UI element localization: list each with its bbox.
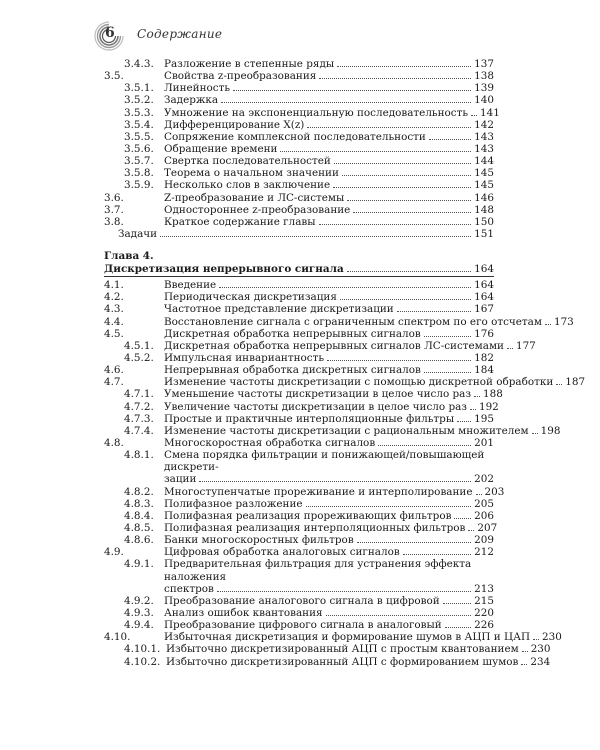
toc-entry-wrapped[interactable] (104, 558, 494, 594)
toc-entry[interactable] (104, 143, 494, 155)
leader-dots (334, 163, 471, 164)
toc-entry[interactable] (104, 424, 561, 437)
toc-entry-number: 4.7.3. (124, 412, 154, 425)
toc-section-multirate (104, 485, 505, 559)
running-title: Содержание (137, 27, 223, 41)
toc-entry[interactable] (104, 595, 494, 607)
leader-dots (476, 494, 482, 495)
toc-entry-number: 3.5.7. (124, 155, 154, 168)
toc-entry[interactable] (104, 155, 494, 167)
toc-entry[interactable] (104, 510, 494, 522)
toc-entry-title-line2: спектров (164, 582, 214, 595)
leader-dots (424, 336, 471, 337)
toc-entry-page: 205 (474, 497, 494, 510)
toc-entry-number: 4.8. (104, 436, 124, 449)
toc-entry-title-line1: Смена порядка фильтрации и понижающей/повышающей дискрети- (164, 449, 485, 474)
leader-dots (454, 518, 471, 519)
toc-entry-wrapped[interactable] (104, 449, 494, 485)
toc-entry-number: 4.7. (104, 376, 124, 389)
toc-entry-title: Многоскоростная обработка сигналов (164, 436, 376, 449)
toc-entry[interactable] (104, 70, 494, 82)
toc-entry-page: 148 (474, 203, 494, 216)
toc-entry-page: 203 (484, 485, 505, 498)
toc-entry-page: 230 (542, 631, 562, 644)
toc-entry-number: 4.9.4. (124, 619, 154, 632)
leader-dots (326, 615, 472, 616)
chapter-page: 164 (474, 262, 494, 275)
toc-entry-title: Полифазное разложение (164, 497, 303, 510)
toc-entry-page: 226 (474, 619, 494, 632)
toc-section-chapter-4 (104, 279, 586, 449)
leader-dots (556, 384, 562, 385)
toc-entry-title: Уменьшение частоты дискретизации в целое число раз (164, 388, 472, 401)
toc-entry-page: 142 (474, 118, 494, 131)
page-number: 6 (105, 25, 115, 41)
toc-entry-page: 143 (474, 130, 494, 143)
toc-entry[interactable] (104, 643, 551, 656)
toc-entry-number: 3.5.1. (124, 82, 154, 95)
toc-entry[interactable] (104, 655, 551, 668)
toc-entry[interactable] (104, 106, 500, 119)
toc-entry-number: 3.5.3. (124, 106, 154, 119)
leader-dots (353, 212, 471, 213)
leader-dots (221, 102, 471, 103)
toc-entry-title-line2: зации (164, 473, 197, 486)
toc-entry-page: 145 (474, 179, 494, 192)
toc-entry-title: Цифровая обработка аналоговых сигналов (164, 546, 400, 559)
leader-dots (429, 139, 471, 140)
toc-entry-number: 3.7. (104, 203, 124, 216)
toc-entry[interactable] (104, 498, 494, 510)
toc-entry[interactable] (104, 437, 494, 449)
toc-entry-number: 4.8.6. (124, 534, 154, 547)
toc-entry[interactable] (104, 119, 494, 131)
toc-entry[interactable] (104, 485, 505, 498)
toc-entry[interactable] (104, 631, 562, 644)
toc-entry-number: 4.8.2. (124, 485, 154, 498)
toc-entry-page: 202 (474, 473, 494, 486)
leader-dots (347, 200, 471, 201)
toc-entry-number: 4.9.3. (124, 607, 154, 619)
toc-entry-page: 234 (530, 655, 551, 668)
toc-entry-number: 3.5.2. (124, 94, 154, 107)
toc-entry-page: 201 (474, 436, 494, 449)
toc-entry-number: 4.8.5. (124, 521, 154, 534)
toc-entry-title: Увеличение частоты дискретизации в целое число раз (164, 400, 467, 413)
leader-dots (470, 409, 476, 410)
toc-entry[interactable] (104, 131, 494, 143)
toc-entry-number: 4.8.1. (124, 449, 154, 462)
leader-dots (219, 287, 471, 288)
toc-entry-page: 206 (474, 509, 494, 522)
toc-entry-page: 173 (553, 315, 574, 328)
toc-entry-title: Преобразование аналогового сигнала в цифровой (164, 594, 440, 607)
toc-entry-number: 4.8.4. (124, 509, 154, 522)
toc-entry[interactable] (104, 607, 494, 619)
table-of-contents (104, 58, 586, 668)
toc-entry[interactable] (104, 315, 574, 328)
leader-dots (507, 348, 513, 349)
toc-entry-title: Изменение частоты дискретизации с рациональным множителем (164, 424, 529, 437)
leader-dots (340, 299, 471, 300)
toc-entry[interactable] (104, 204, 494, 216)
leader-dots (319, 224, 472, 225)
toc-entry[interactable] (104, 546, 494, 558)
leader-dots (471, 115, 477, 116)
toc-entry-title: Избыточная дискретизация и формирование шумов в АЦП и ЦАП (164, 631, 531, 644)
toc-entry[interactable] (104, 94, 494, 106)
toc-entry-title: Непрерывная обработка дискретных сигналов (164, 364, 421, 377)
toc-entry-number: 4.1. (104, 279, 124, 292)
toc-entry-number: 3.8. (104, 215, 124, 228)
toc-entry-page: 188 (483, 388, 503, 401)
toc-entry-page: 187 (565, 376, 586, 389)
toc-entry[interactable] (104, 388, 503, 401)
toc-entry-number: 3.5.8. (124, 167, 154, 180)
toc-entry-title: Свертка последовательностей (164, 155, 331, 168)
toc-entry-number: 4.5. (104, 327, 124, 340)
toc-entry-title: Обращение времени (164, 142, 278, 155)
toc-entry-title: Частотное представление дискретизации (164, 303, 394, 316)
toc-entry-page: 143 (474, 142, 494, 155)
leader-dots (443, 603, 471, 604)
leader-dots (533, 639, 539, 640)
toc-entry-title: Задачи (118, 227, 158, 240)
toc-entry-title: Дискретная обработка непрерывных сигналов ЛС-системами (164, 339, 504, 352)
toc-entry-number: 4.2. (104, 291, 124, 304)
toc-entry-title: Разложение в степенные ряды (164, 58, 335, 70)
toc-entry-title: Теорема о начальном значении (164, 167, 339, 180)
toc-entry[interactable] (104, 619, 494, 631)
toc-entry[interactable] (104, 216, 494, 228)
leader-dots (327, 360, 471, 361)
toc-entry-number: 4.5.2. (124, 351, 154, 364)
toc-entry-title: Анализ ошибок квантования (164, 607, 323, 619)
toc-entry-number: 4.10.2. (124, 655, 161, 668)
toc-entry-title-line1: Предварительная фильтрация для устранения эффекта наложения (164, 558, 472, 583)
toc-section-digital-processing (104, 594, 562, 668)
toc-entry[interactable] (104, 179, 494, 191)
leader-dots (397, 311, 471, 312)
leader-dots (403, 554, 471, 555)
toc-entry[interactable] (104, 534, 494, 546)
leader-dots (522, 651, 528, 652)
toc-entry-page: 151 (474, 227, 494, 240)
toc-entry-title: Задержка (164, 94, 219, 107)
toc-entry[interactable] (104, 352, 494, 364)
toc-entry-title: Дифференцирование X(z) (164, 118, 305, 131)
toc-entry-page: 215 (474, 594, 494, 607)
toc-entry-page: 141 (479, 106, 500, 119)
toc-entry-page: 144 (474, 155, 494, 168)
toc-entry-title: Свойства z-преобразования (164, 70, 317, 83)
leader-dots (306, 506, 472, 507)
toc-entry-page: 164 (474, 291, 494, 304)
toc-entry-title: Банки многоскоростных фильтров (164, 534, 354, 547)
toc-entry-title: Импульсная инвариантность (164, 351, 324, 364)
toc-entry-title: Одностороннее z-преобразование (164, 203, 351, 216)
toc-entry[interactable] (104, 328, 494, 340)
toc-entry-number: 3.5. (104, 70, 124, 83)
leader-dots (521, 664, 527, 665)
leader-dots (474, 396, 480, 397)
chapter-divider (104, 276, 494, 277)
toc-entry-page: 220 (474, 607, 494, 619)
toc-entry-page: 230 (530, 643, 551, 656)
toc-entry-page: 184 (474, 364, 494, 377)
toc-entry-title: Несколько слов в заключение (164, 179, 331, 192)
toc-entry-title: Избыточно дискретизированный АЦП с простым квантованием (166, 643, 519, 656)
chapter-title: Дискретизация непрерывного сигнала (104, 262, 344, 275)
toc-entry[interactable] (104, 364, 494, 376)
toc-entry[interactable] (104, 167, 494, 179)
toc-entry[interactable] (104, 376, 586, 389)
toc-entry[interactable] (104, 521, 498, 534)
leader-dots (233, 90, 471, 91)
leader-dots (457, 421, 471, 422)
toc-entry-number: 4.7.1. (124, 388, 154, 401)
page-header (92, 20, 512, 52)
toc-entry-number: 4.3. (104, 303, 124, 316)
toc-entry-title: Z-преобразование и ЛС-системы (164, 191, 345, 204)
toc-entry-title: Умножение на экспоненциальную последовательность (164, 106, 468, 119)
toc-entry[interactable] (104, 279, 494, 291)
toc-entry-number: 4.8.3. (124, 497, 154, 510)
toc-entry-number: 4.6. (104, 364, 124, 377)
leader-dots (199, 481, 471, 482)
leader-dots (424, 372, 471, 373)
toc-entry-page: 140 (474, 94, 494, 107)
toc-entry-title: Линейность (164, 82, 231, 95)
toc-entry-title: Полифазная реализация интерполяционных фильтров (164, 521, 466, 534)
toc-entry[interactable] (104, 58, 494, 70)
toc-entry[interactable] (104, 413, 494, 425)
toc-entry-number: 4.5.1. (124, 339, 154, 352)
toc-entry-number: 4.9. (104, 546, 124, 559)
toc-entry-page: 207 (477, 521, 498, 534)
toc-entry-title: Периодическая дискретизация (164, 291, 337, 304)
leader-dots (307, 127, 471, 128)
leader-dots (445, 627, 471, 628)
toc-entry-title: Простые и практичные интерполяционные фильтры (164, 412, 455, 425)
toc-entry-number: 3.5.9. (124, 179, 154, 192)
toc-entry[interactable] (104, 82, 494, 94)
toc-entry-title: Избыточно дискретизированный АЦП с формированием шумов (166, 655, 519, 668)
toc-entry-number: 4.9.1. (124, 558, 154, 571)
leader-dots (545, 324, 551, 325)
chapter-label: Глава 4. (104, 250, 154, 263)
toc-entry-title: Полифазная реализация прореживающих фильтров (164, 509, 452, 522)
leader-dots (217, 591, 471, 592)
toc-entry-number: 4.9.2. (124, 594, 154, 607)
toc-entry-number: 3.5.4. (124, 118, 154, 131)
toc-entry-title: Введение (164, 279, 217, 292)
toc-entry-number: 3.6. (104, 191, 124, 204)
toc-entry[interactable] (104, 339, 536, 352)
toc-entry-page: 164 (474, 279, 494, 292)
toc-entry-number: 4.7.2. (124, 400, 154, 413)
toc-entry-number: 4.10. (104, 631, 131, 644)
toc-entry-number: 4.10.1. (124, 643, 161, 656)
leader-dots (378, 445, 471, 446)
toc-entry-title: Преобразование цифрового сигнала в аналоговый (164, 619, 442, 632)
leader-dots (468, 530, 474, 531)
leader-dots (347, 271, 471, 272)
toc-entry-page: 150 (474, 215, 494, 228)
toc-entry-page: 195 (474, 412, 494, 425)
toc-entry-page: 167 (474, 303, 494, 316)
toc-entry-page: 138 (474, 70, 494, 83)
toc-entry[interactable] (104, 291, 494, 303)
toc-entry-title: Изменение частоты дискретизации с помощью дискретной обработки (164, 376, 554, 389)
toc-entry-page: 212 (474, 546, 494, 559)
leader-dots (532, 433, 538, 434)
toc-entry[interactable] (104, 192, 494, 204)
leader-dots (333, 187, 471, 188)
toc-entry-number: 4.7.4. (124, 424, 154, 437)
toc-entry-page: 177 (515, 339, 536, 352)
toc-entry-page: 198 (540, 424, 561, 437)
toc-entry-number: 3.4.3. (124, 58, 154, 70)
leader-dots (319, 78, 471, 79)
toc-entry-title: Восстановление сигнала с ограниченным спектром по его отсчетам (164, 315, 542, 328)
leader-dots (337, 66, 471, 67)
toc-entry-title: Многоступенчатые прореживание и интерполирование (164, 485, 473, 498)
toc-entry-number: 3.5.5. (124, 130, 154, 143)
toc-entry-number: 3.5.6. (124, 142, 154, 155)
leader-dots (357, 542, 471, 543)
toc-entry[interactable] (104, 228, 494, 240)
toc-entry-page: 139 (474, 82, 494, 95)
toc-entry-title: Сопряжение комплексной последовательности (164, 130, 426, 143)
toc-entry-page: 209 (474, 534, 494, 547)
toc-section-chapter-3 (104, 58, 500, 240)
toc-entry-page: 182 (474, 351, 494, 364)
toc-entry-title: Дискретная обработка непрерывных сигналов (164, 327, 421, 340)
toc-entry-title: Краткое содержание главы (164, 215, 316, 228)
toc-entry-page: 137 (474, 58, 494, 70)
leader-dots (160, 236, 471, 237)
leader-dots (280, 151, 471, 152)
toc-entry[interactable] (104, 303, 494, 315)
toc-entry-page: 145 (474, 167, 494, 180)
toc-entry-page: 176 (474, 327, 494, 340)
toc-entry-chapter-4[interactable] (104, 263, 494, 276)
toc-entry-page: 213 (474, 582, 494, 595)
toc-entry-page: 192 (478, 400, 499, 413)
toc-entry[interactable] (104, 400, 499, 413)
leader-dots (342, 175, 471, 176)
toc-entry-page: 146 (474, 191, 494, 204)
toc-entry-number: 4.4. (104, 315, 124, 328)
